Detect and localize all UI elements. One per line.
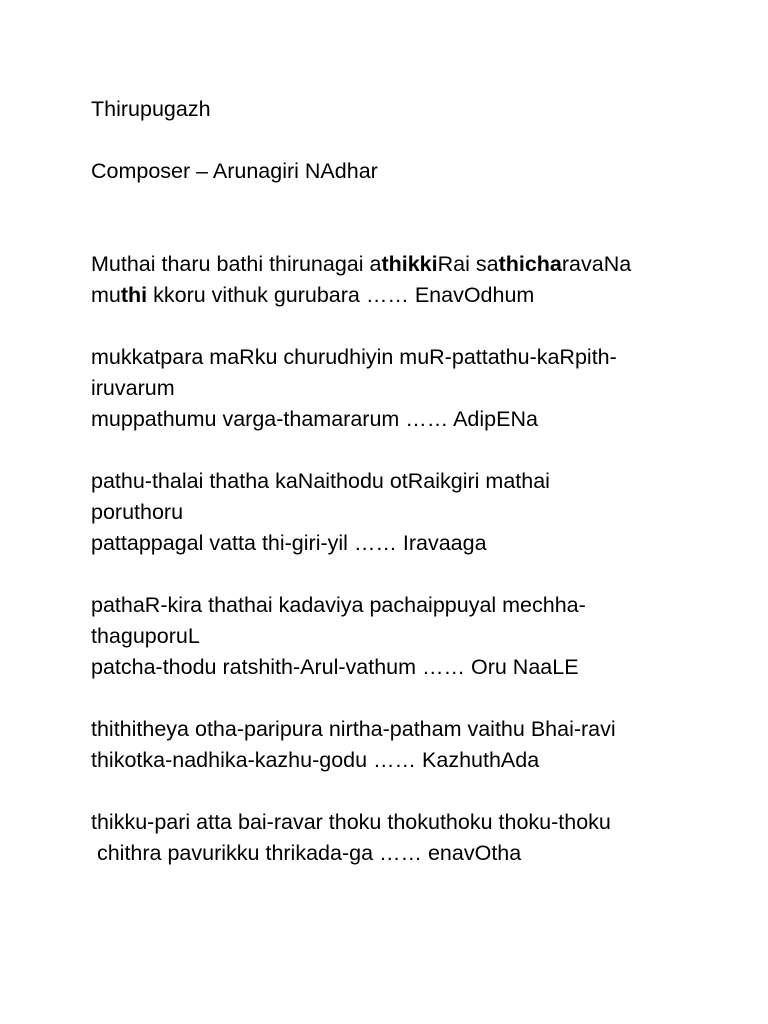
stanza-5: [91, 714, 728, 776]
text-segment: kkoru vithuk gurubara …… EnavOdhum: [147, 283, 535, 307]
bold-segment: thicha: [498, 252, 562, 276]
spacer: [91, 776, 728, 807]
stanza-1-line-1: [91, 249, 728, 280]
bold-segment: thikki: [381, 252, 438, 276]
text-segment: mu: [91, 283, 121, 307]
stanza-4-line-3: patcha-thodu ratshith-Arul-vathum …… Oru NaaLE: [91, 655, 579, 679]
stanza-1-line-2: [91, 280, 728, 311]
stanza-4-line-2: thaguporuL: [91, 624, 200, 648]
spacer: [91, 559, 728, 590]
stanza-6: [91, 807, 728, 869]
stanza-2-line-2: iruvarum: [91, 376, 175, 400]
text-segment: Rai sa: [437, 252, 499, 276]
spacer: [91, 683, 728, 714]
spacer: [91, 435, 728, 466]
text-segment: Muthai tharu bathi thirunagai a: [91, 252, 382, 276]
stanza-2-line-1: mukkatpara maRku churudhiyin muR-pattathu-kaRpith-: [91, 345, 617, 369]
stanza-3: [91, 466, 728, 559]
stanza-3-line-3: pattappagal vatta thi-giri-yil …… Iravaaga: [91, 531, 487, 555]
stanza-5-line-2: thikotka-nadhika-kazhu-godu …… KazhuthAda: [91, 748, 540, 772]
stanza-1: [91, 249, 728, 311]
text-segment: ravaNa: [561, 252, 632, 276]
stanza-2-line-3: muppathumu varga-thamararum …… AdipENa: [91, 407, 538, 431]
spacer: [91, 311, 728, 342]
doc-title: Thirupugazh: [91, 97, 211, 121]
stanza-3-line-2: poruthoru: [91, 500, 184, 524]
stanza-4: [91, 590, 728, 683]
stanza-4-line-1: pathaR-kira thathai kadaviya pachaippuyal mechha-: [91, 593, 586, 617]
composer-line: Composer – Arunagiri NAdhar: [91, 159, 378, 183]
stanza-3-line-1: pathu-thalai thatha kaNaithodu otRaikgiri mathai: [91, 469, 550, 493]
bold-segment: thi: [120, 283, 148, 307]
spacer: [91, 125, 728, 156]
stanza-6-line-1: thikku-pari atta bai-ravar thoku thokuthoku thoku-thoku: [91, 810, 611, 834]
spacer: [91, 187, 728, 249]
stanza-5-line-1: thithitheya otha-paripura nirtha-patham vaithu Bhai-ravi: [91, 717, 616, 741]
stanza-6-line-2: chithra pavurikku thrikada-ga …… enavOtha: [91, 841, 522, 865]
stanza-2: [91, 342, 728, 435]
